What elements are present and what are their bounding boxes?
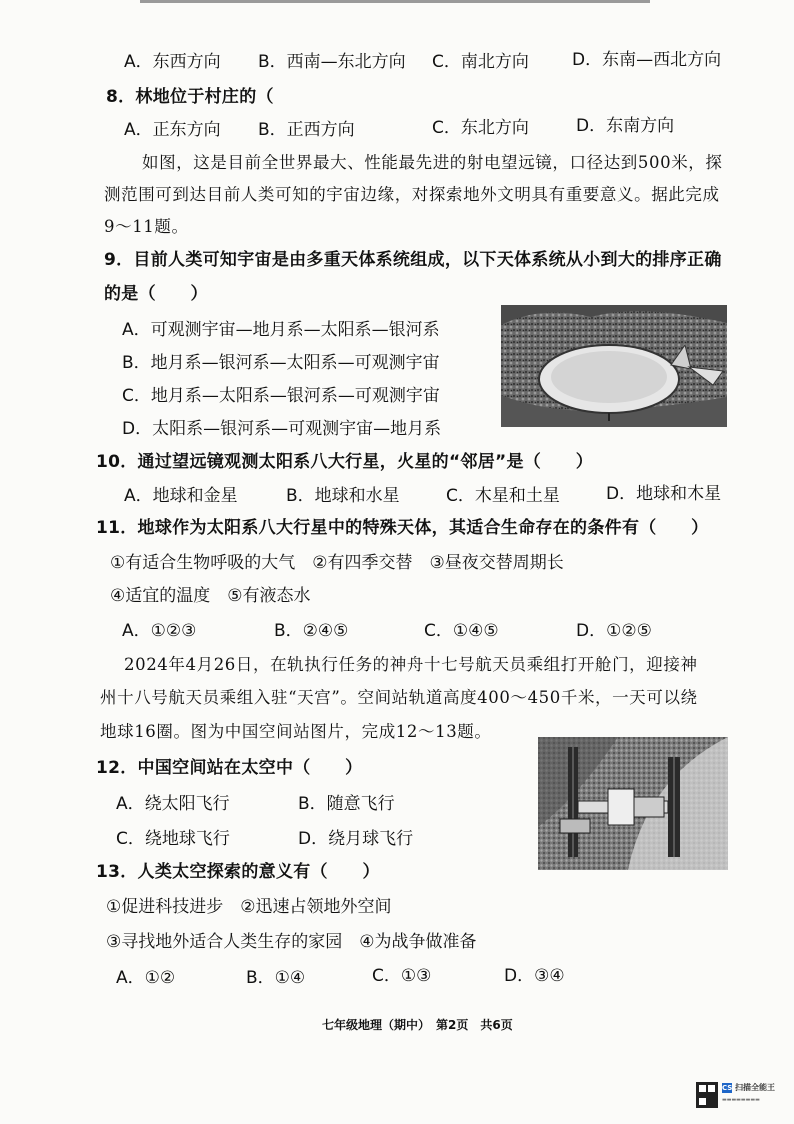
space-station-photo [538, 737, 728, 870]
q8-option-c: C．东北方向 [432, 118, 529, 138]
q9-option-b: B．地月系—银河系—太阳系—可观测宇宙 [122, 353, 440, 373]
intro1-line2: 测范围可到达目前人类可知的宇宙边缘，对探索地外文明具有重要意义。据此完成 [104, 185, 720, 204]
q7-option-c: C．南北方向 [432, 52, 529, 72]
q7-option-b: B．西南—东北方向 [258, 52, 406, 72]
q11-stem: 11．地球作为太阳系八大行星中的特殊天体，其适合生命存在的条件有（ ） [96, 518, 709, 538]
q8-stem: 8．林地位于村庄的（ [106, 87, 274, 107]
q10-option-d: D．地球和木星 [606, 484, 722, 504]
q11-option-d: D．①②⑤ [576, 621, 652, 641]
q12-option-c: C．绕地球飞行 [116, 829, 230, 849]
scanner-app-name: 扫描全能王 [735, 1083, 775, 1092]
q13-option-c: C．①③ [372, 966, 432, 986]
q11-option-a: A．①②③ [122, 621, 197, 641]
q13-option-d: D．③④ [504, 966, 565, 986]
qr-code-icon [696, 1082, 718, 1108]
q12-option-b: B．随意飞行 [298, 794, 395, 814]
q10-option-b: B．地球和水星 [286, 486, 400, 506]
q8-option-d: D．东南方向 [576, 116, 675, 136]
q13-statements-line1: ①促进科技进步 ②迅速占领地外空间 [106, 897, 392, 917]
q8-option-a: A．正东方向 [124, 120, 221, 140]
q11-option-c: C．①④⑤ [424, 621, 499, 641]
q8-option-b: B．正西方向 [258, 120, 355, 140]
q13-statements-line2: ③寻找地外适合人类生存的家园 ④为战争做准备 [106, 932, 477, 952]
q9-stem-line1: 9．目前人类可知宇宙是由多重天体系统组成，以下天体系统从小到大的排序正确 [104, 250, 722, 270]
q9-option-d: D．太阳系—银河系—可观测宇宙—地月系 [122, 419, 442, 439]
q10-option-a: A．地球和金星 [124, 486, 238, 506]
q9-option-c: C．地月系—太阳系—银河系—可观测宇宙 [122, 386, 440, 406]
intro2-line1: 2024年4月26日，在轨执行任务的神舟十七号航天员乘组打开舱门，迎接神 [124, 655, 698, 674]
telescope-photo [501, 305, 727, 427]
q9-stem-line2: 的是（ ） [104, 284, 208, 304]
q13-option-b: B．①④ [246, 968, 306, 988]
intro2-line3: 地球16圈。图为中国空间站图片，完成12～13题。 [100, 722, 492, 741]
q11-statements-line1: ①有适合生物呼吸的大气 ②有四季交替 ③昼夜交替周期长 [110, 553, 564, 573]
q12-option-a: A．绕太阳飞行 [116, 794, 230, 814]
intro1-line1: 如图，这是目前全世界最大、性能最先进的射电望远镜，口径达到500米，探 [142, 153, 723, 172]
q10-option-c: C．木星和土星 [446, 486, 560, 506]
q11-option-b: B．②④⑤ [274, 621, 349, 641]
scanner-logo-icon: CS [722, 1084, 733, 1092]
q10-stem: 10．通过望远镜观测太阳系八大行星，火星的“邻居”是（ ） [96, 452, 594, 472]
q7-option-d: D．东南—西北方向 [572, 50, 722, 70]
q12-option-d: D．绕月球飞行 [298, 829, 414, 849]
q7-option-a: A．东西方向 [124, 52, 221, 72]
q13-stem: 13．人类太空探索的意义有（ ） [96, 862, 380, 882]
scanner-subtext: ▬▬▬▬▬▬▬▬ [722, 1097, 760, 1103]
q12-stem: 12．中国空间站在太空中（ ） [96, 758, 363, 778]
intro1-line3: 9～11题。 [104, 217, 189, 236]
q11-statements-line2: ④适宜的温度 ⑤有液态水 [110, 586, 311, 606]
intro2-line2: 州十八号航天员乘组入驻“天宫”。空间站轨道高度400～450千米，一天可以绕 [100, 688, 698, 707]
page-footer: 七年级地理（期中） 第2页 共6页 [322, 1018, 513, 1032]
q13-option-a: A．①② [116, 968, 176, 988]
top-edge-line [140, 0, 650, 3]
q9-option-a: A．可观测宇宙—地月系—太阳系—银河系 [122, 320, 440, 340]
